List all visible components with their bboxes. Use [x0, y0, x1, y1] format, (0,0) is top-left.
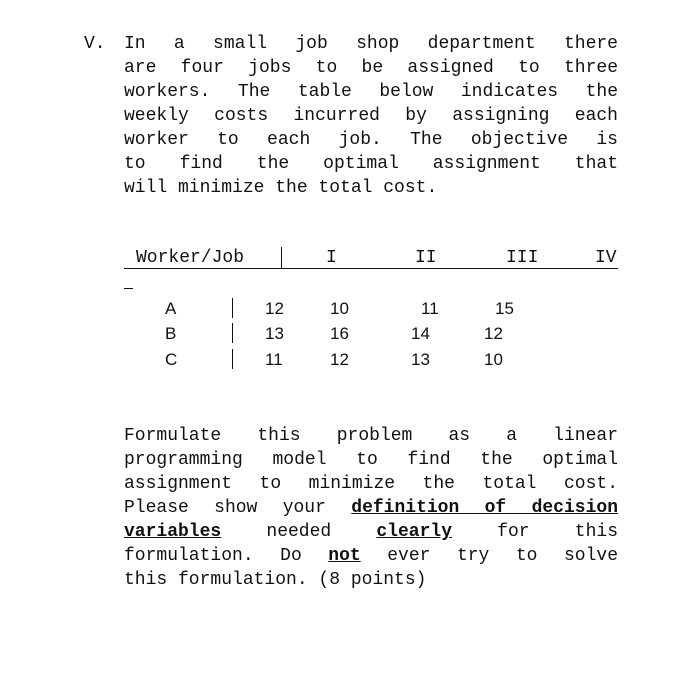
cell-c-i: 11: [265, 350, 283, 369]
statement-line: In a small job shop department there: [124, 34, 618, 54]
statement-line: weekly costs incurred by assigning each: [124, 106, 618, 126]
statement-line: will minimize the total cost.: [124, 178, 438, 198]
task-text: for this: [452, 522, 618, 542]
cell-a-ii: 10: [330, 299, 349, 318]
emphasis-definition-of-decision: definition of decision: [351, 498, 618, 518]
task-line: [124, 544, 618, 568]
emphasis-not: not: [328, 546, 361, 566]
task-line: [124, 520, 618, 544]
row-label-c: C: [165, 350, 178, 369]
statement-line: workers. The table below indicates the: [124, 82, 618, 102]
task-text: ever try to solve: [360, 546, 619, 566]
cell-b-ii: 16: [330, 324, 349, 343]
task-text: formulation. Do: [124, 546, 329, 566]
cell-b-iv: 12: [484, 324, 503, 343]
task-line: programming model to find the optimal: [124, 450, 618, 470]
emphasis-variables: variables: [124, 522, 222, 542]
task-line: assignment to minimize the total cost.: [124, 474, 618, 494]
cell-c-iv: 10: [484, 350, 503, 369]
header-job-iv: IV: [595, 248, 617, 268]
task-line: this formulation. (8 points): [124, 570, 427, 590]
row-divider: [232, 323, 233, 343]
task-line: Formulate this problem as a linear: [124, 426, 618, 446]
cell-c-iii: 13: [411, 350, 430, 369]
task-line: [124, 496, 618, 520]
emphasis-clearly: clearly: [376, 522, 453, 542]
row-label-b: B: [165, 324, 177, 343]
row-divider: [232, 298, 233, 318]
header-divider: [281, 247, 282, 268]
cell-a-i: 12: [265, 299, 284, 318]
cell-b-i: 13: [265, 324, 284, 343]
cell-a-iii: 11: [421, 299, 439, 318]
statement-line: worker to each job. The objective is: [124, 130, 618, 150]
task-instructions: [124, 424, 618, 592]
cell-a-iv: 15: [495, 299, 514, 318]
header-worker-job: Worker/Job: [136, 248, 245, 268]
separator-dash: [124, 288, 133, 289]
statement-line: are four jobs to be assigned to three: [124, 58, 618, 78]
header-job-iii: III: [506, 248, 539, 268]
task-text: Please show your: [124, 498, 352, 518]
problem-number: V.: [84, 34, 106, 54]
cell-b-iii: 14: [411, 324, 430, 343]
row-divider: [232, 349, 233, 369]
row-label-a: A: [165, 299, 177, 318]
statement-line: to find the optimal assignment that: [124, 154, 618, 174]
header-job-i: I: [326, 248, 337, 268]
header-underline: [124, 268, 618, 269]
task-text: needed: [221, 522, 377, 542]
cell-c-ii: 12: [330, 350, 349, 369]
header-job-ii: II: [415, 248, 437, 268]
